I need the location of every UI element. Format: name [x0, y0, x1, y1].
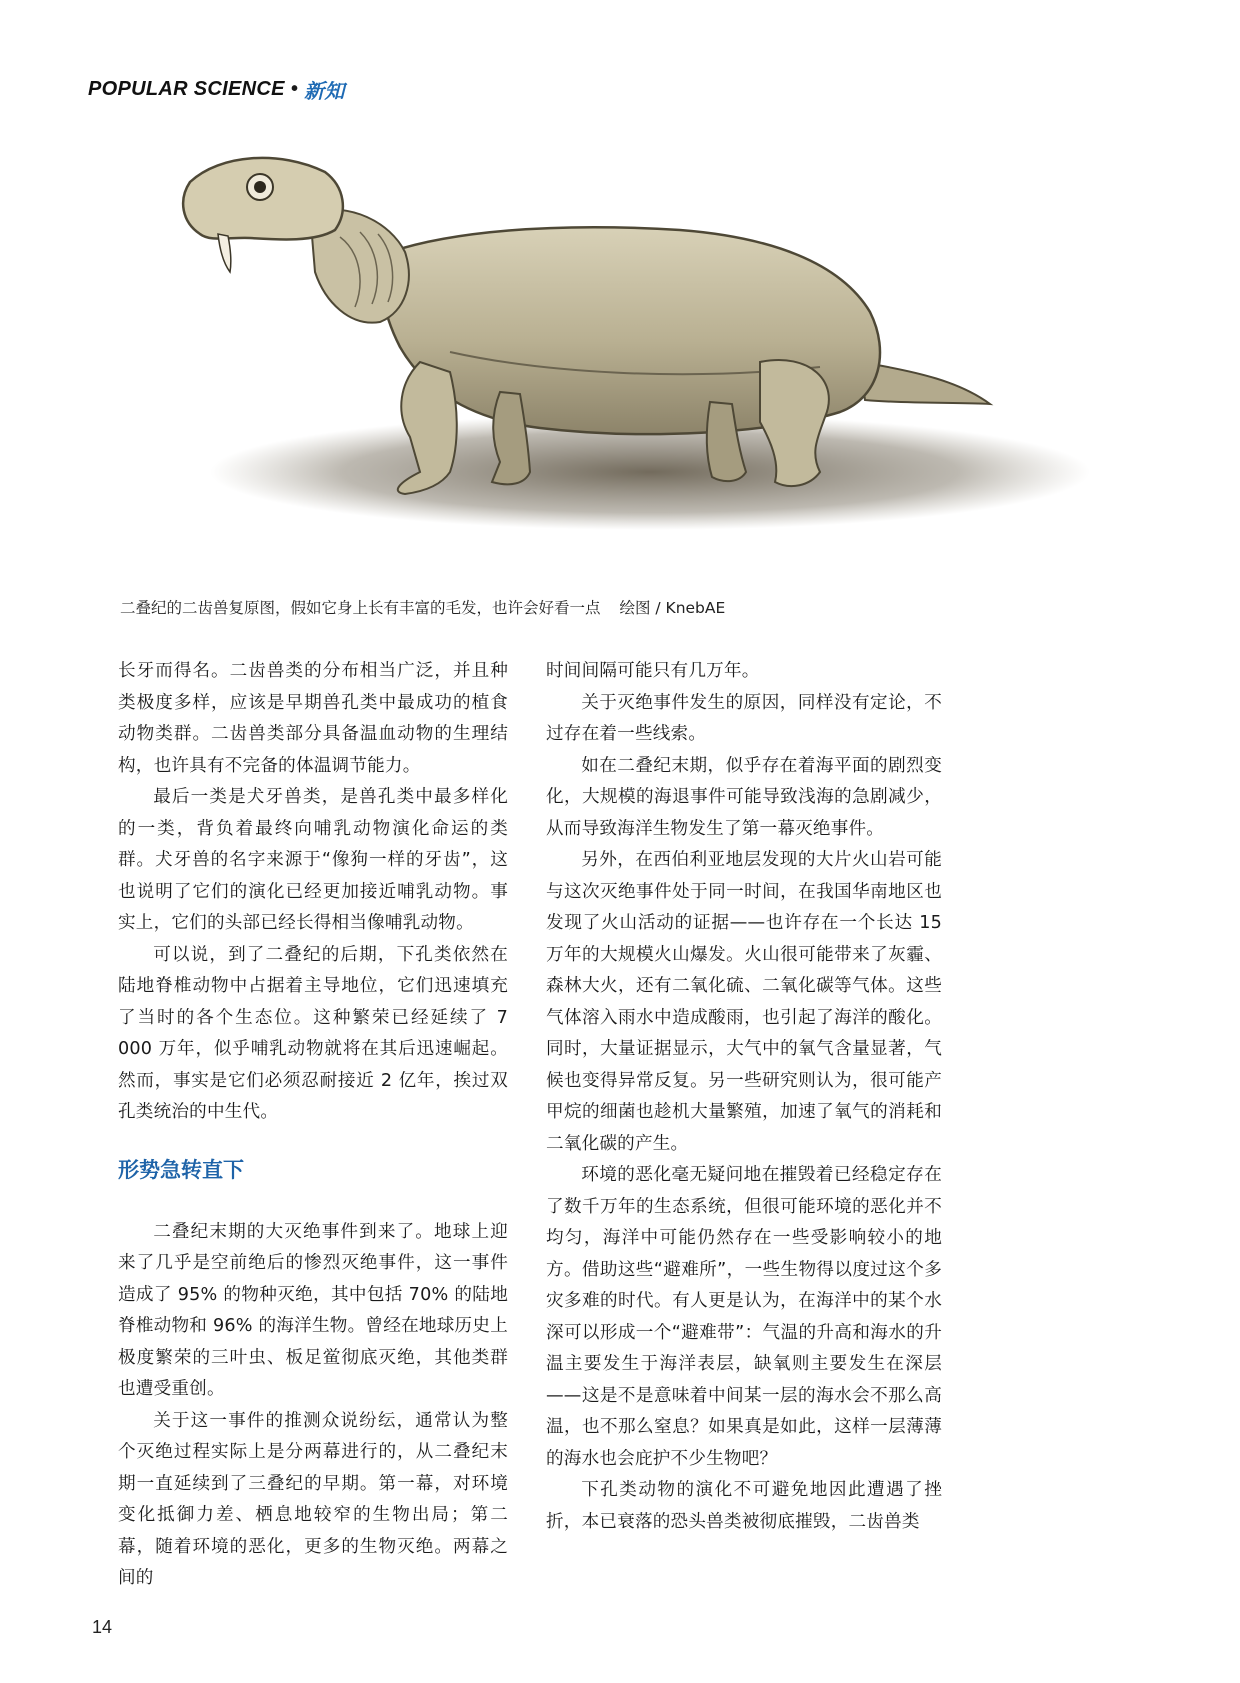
paragraph: 关于灭绝事件发生的原因，同样没有定论，不过存在着一些线索。 — [546, 692, 942, 744]
page-number: 14 — [92, 1617, 113, 1637]
paragraph: 关于这一事件的推测众说纷纭，通常认为整个灭绝过程实际上是分两幕进行的，从二叠纪末期一直延续到了三叠纪的早期。第一幕，对环境变化抵御力差、栖息地较窄的生物出局；第二幕，随着环境的恶化，更多的生物灭绝。两幕之间的 — [118, 1410, 508, 1588]
section-heading: 形势急转直下 — [118, 1157, 244, 1182]
column-name: 新知 — [304, 78, 345, 103]
paragraph: 时间间隔可能只有几万年。 — [546, 661, 760, 681]
paragraph: 可以说，到了二叠纪的后期，下孔类依然在陆地脊椎动物中占据着主导地位，它们迅速填充了当时的各个生态位。这种繁荣已经延续了 7 000 万年，似乎哺乳动物就将在其后迅速崛起。然而，事实是它们必须忍耐接近 2 亿年，挨过双孔类统治的中生代。 — [118, 944, 508, 1122]
tusk — [218, 234, 231, 272]
right-column — [546, 656, 942, 1538]
header-separator: • — [290, 77, 299, 100]
left-column — [118, 656, 508, 1595]
magazine-name: POPULAR SCIENCE — [88, 77, 285, 100]
pupil — [254, 181, 266, 193]
running-header — [88, 74, 345, 104]
caption-credit: 绘图 / KnebAE — [619, 599, 726, 617]
paragraph: 最后一类是犬牙兽类，是兽孔类中最多样化的一类，背负着最终向哺乳动物演化命运的类群。犬牙兽的名字来源于“像狗一样的牙齿”，这也说明了它们的演化已经更加接近哺乳动物。事实上，它们的头部已经长得相当像哺乳动物。 — [118, 787, 508, 933]
paragraph: 二叠纪末期的大灭绝事件到来了。地球上迎来了几乎是空前绝后的惨烈灭绝事件，这一事件造成了 95% 的物种灭绝，其中包括 70% 的陆地脊椎动物和 96% 的海洋生物。曾经在地球历史上极度繁荣的三叶虫、板足鲎彻底灭绝，其他类群也遭受重创。 — [118, 1221, 508, 1399]
paragraph: 环境的恶化毫无疑问地在摧毁着已经稳定存在了数千万年的生态系统，但很可能环境的恶化并不均匀，海洋中可能仍然存在一些受影响较小的地方。借助这些“避难所”，一些生物得以度过这个多灾多难的时代。有人更是认为，在海洋中的某个水深可以形成一个“避难带”：气温的升高和海水的升温主要发生于海洋表层，缺氧则主要发生在深层——这是不是意味着中间某一层的海水会不那么高温，也不那么窒息？如果真是如此，这样一层薄薄的海水也会庇护不少生物吧？ — [546, 1165, 942, 1469]
dicynodont-illustration — [120, 142, 1120, 582]
figure-caption — [120, 596, 1120, 618]
caption-text: 二叠纪的二齿兽复原图，假如它身上长有丰富的毛发，也许会好看一点 — [120, 599, 601, 617]
paragraph: 下孔类动物的演化不可避免地因此遭遇了挫折，本已衰落的恐头兽类被彻底摧毁，二齿兽类 — [546, 1480, 942, 1532]
paragraph: 如在二叠纪末期，似乎存在着海平面的剧烈变化，大规模的海退事件可能导致浅海的急剧减少，从而导致海洋生物发生了第一幕灭绝事件。 — [546, 755, 942, 839]
paragraph: 另外，在西伯利亚地层发现的大片火山岩可能与这次灭绝事件处于同一时间，在我国华南地区也发现了火山活动的证据——也许存在一个长达 15 万年的大规模火山爆发。火山很可能带来了灰霾、森林大火，还有二氧化硫、二氧化碳等气体。这些气体溶入雨水中造成酸雨，也引起了海洋的酸化。同时，大量证据显示，大气中的氧气含量显著，气候也变得异常反复。另一些研究则认为，很可能产甲烷的细菌也趁机大量繁殖，加速了氧气的消耗和二氧化碳的产生。 — [546, 850, 942, 1154]
paragraph: 长牙而得名。二齿兽类的分布相当广泛，并且种类极度多样，应该是早期兽孔类中最成功的植食动物类群。二齿兽类部分具备温血动物的生理结构，也许具有不完备的体温调节能力。 — [118, 661, 508, 776]
